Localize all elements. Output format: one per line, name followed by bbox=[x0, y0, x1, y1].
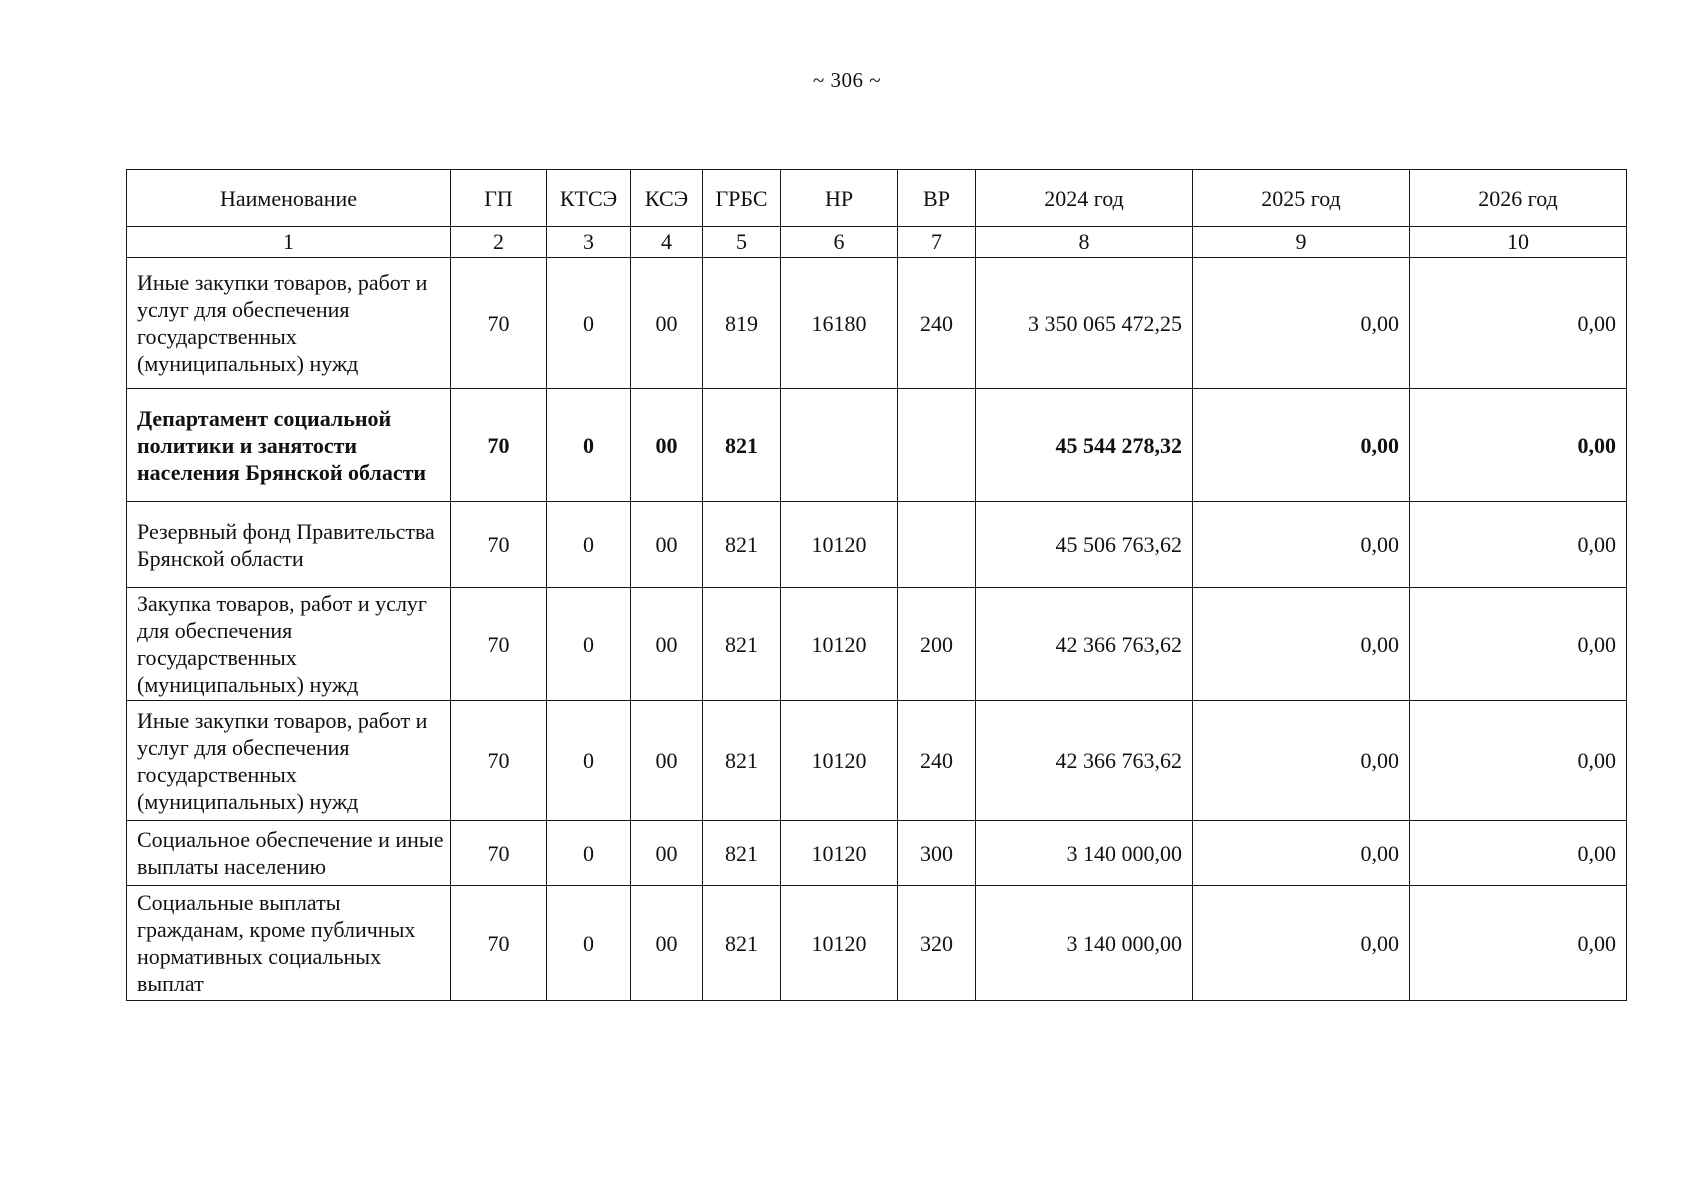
nr-cell bbox=[781, 389, 898, 502]
kse-cell: 00 bbox=[631, 258, 703, 389]
ktse-cell: 0 bbox=[547, 886, 631, 1001]
grbs-cell: 821 bbox=[703, 701, 781, 821]
col-header-gp: ГП bbox=[451, 170, 547, 227]
col-header-2025: 2025 год bbox=[1193, 170, 1410, 227]
amount-2026-cell: 0,00 bbox=[1410, 701, 1627, 821]
column-number: 1 bbox=[127, 227, 451, 258]
column-number: 9 bbox=[1193, 227, 1410, 258]
table-row bbox=[127, 588, 1627, 701]
col-header-nr: НР bbox=[781, 170, 898, 227]
nr-cell: 16180 bbox=[781, 258, 898, 389]
header-row bbox=[127, 170, 1627, 227]
table-row bbox=[127, 502, 1627, 588]
row-name-cell: Департамент социальной политики и занятости населения Брянской области bbox=[127, 389, 451, 502]
nr-cell: 10120 bbox=[781, 701, 898, 821]
column-number: 5 bbox=[703, 227, 781, 258]
amount-2024-cell: 42 366 763,62 bbox=[976, 701, 1193, 821]
vr-cell: 240 bbox=[898, 701, 976, 821]
row-name-cell: Закупка товаров, работ и услуг для обеспечения государственных (муниципальных) нужд bbox=[127, 588, 451, 701]
col-header-2024: 2024 год bbox=[976, 170, 1193, 227]
col-header-name: Наименование bbox=[127, 170, 451, 227]
amount-2025-cell: 0,00 bbox=[1193, 821, 1410, 886]
nr-cell: 10120 bbox=[781, 886, 898, 1001]
table-row bbox=[127, 886, 1627, 1001]
amount-2024-cell: 3 140 000,00 bbox=[976, 886, 1193, 1001]
column-numbering-row bbox=[127, 227, 1627, 258]
row-name-cell: Иные закупки товаров, работ и услуг для обеспечения государственных (муниципальных) нужд bbox=[127, 258, 451, 389]
budget-table bbox=[126, 169, 1627, 1001]
vr-cell: 320 bbox=[898, 886, 976, 1001]
ktse-cell: 0 bbox=[547, 821, 631, 886]
amount-2024-cell: 3 140 000,00 bbox=[976, 821, 1193, 886]
table-row bbox=[127, 821, 1627, 886]
amount-2024-cell: 42 366 763,62 bbox=[976, 588, 1193, 701]
amount-2026-cell: 0,00 bbox=[1410, 258, 1627, 389]
row-name-cell: Социальное обеспечение и иные выплаты населению bbox=[127, 821, 451, 886]
amount-2025-cell: 0,00 bbox=[1193, 588, 1410, 701]
vr-cell: 200 bbox=[898, 588, 976, 701]
amount-2025-cell: 0,00 bbox=[1193, 258, 1410, 389]
amount-2026-cell: 0,00 bbox=[1410, 502, 1627, 588]
column-number: 10 bbox=[1410, 227, 1627, 258]
gp-cell: 70 bbox=[451, 701, 547, 821]
kse-cell: 00 bbox=[631, 701, 703, 821]
amount-2024-cell: 45 544 278,32 bbox=[976, 389, 1193, 502]
ktse-cell: 0 bbox=[547, 389, 631, 502]
page-number: ~ 306 ~ bbox=[812, 68, 882, 92]
amount-2024-cell: 3 350 065 472,25 bbox=[976, 258, 1193, 389]
col-header-grbs: ГРБС bbox=[703, 170, 781, 227]
kse-cell: 00 bbox=[631, 821, 703, 886]
gp-cell: 70 bbox=[451, 821, 547, 886]
kse-cell: 00 bbox=[631, 502, 703, 588]
vr-cell bbox=[898, 502, 976, 588]
amount-2026-cell: 0,00 bbox=[1410, 821, 1627, 886]
column-number: 6 bbox=[781, 227, 898, 258]
column-number: 7 bbox=[898, 227, 976, 258]
row-name-cell: Социальные выплаты гражданам, кроме публичных нормативных социальных выплат bbox=[127, 886, 451, 1001]
gp-cell: 70 bbox=[451, 886, 547, 1001]
grbs-cell: 821 bbox=[703, 886, 781, 1001]
vr-cell bbox=[898, 389, 976, 502]
col-header-vr: ВР bbox=[898, 170, 976, 227]
col-header-ktse: КТСЭ bbox=[547, 170, 631, 227]
grbs-cell: 821 bbox=[703, 502, 781, 588]
nr-cell: 10120 bbox=[781, 821, 898, 886]
col-header-2026: 2026 год bbox=[1410, 170, 1627, 227]
kse-cell: 00 bbox=[631, 886, 703, 1001]
gp-cell: 70 bbox=[451, 258, 547, 389]
table-body bbox=[127, 227, 1627, 1001]
grbs-cell: 821 bbox=[703, 389, 781, 502]
row-name-cell: Иные закупки товаров, работ и услуг для обеспечения государственных (муниципальных) нужд bbox=[127, 701, 451, 821]
grbs-cell: 821 bbox=[703, 588, 781, 701]
column-number: 2 bbox=[451, 227, 547, 258]
nr-cell: 10120 bbox=[781, 502, 898, 588]
grbs-cell: 819 bbox=[703, 258, 781, 389]
kse-cell: 00 bbox=[631, 588, 703, 701]
grbs-cell: 821 bbox=[703, 821, 781, 886]
gp-cell: 70 bbox=[451, 588, 547, 701]
ktse-cell: 0 bbox=[547, 258, 631, 389]
ktse-cell: 0 bbox=[547, 701, 631, 821]
col-header-kse: КСЭ bbox=[631, 170, 703, 227]
row-name-cell: Резервный фонд Правительства Брянской области bbox=[127, 502, 451, 588]
vr-cell: 240 bbox=[898, 258, 976, 389]
amount-2026-cell: 0,00 bbox=[1410, 886, 1627, 1001]
amount-2024-cell: 45 506 763,62 bbox=[976, 502, 1193, 588]
column-number: 4 bbox=[631, 227, 703, 258]
amount-2025-cell: 0,00 bbox=[1193, 502, 1410, 588]
amount-2026-cell: 0,00 bbox=[1410, 588, 1627, 701]
table-row bbox=[127, 389, 1627, 502]
gp-cell: 70 bbox=[451, 502, 547, 588]
column-number: 3 bbox=[547, 227, 631, 258]
nr-cell: 10120 bbox=[781, 588, 898, 701]
amount-2025-cell: 0,00 bbox=[1193, 701, 1410, 821]
ktse-cell: 0 bbox=[547, 588, 631, 701]
amount-2025-cell: 0,00 bbox=[1193, 886, 1410, 1001]
amount-2026-cell: 0,00 bbox=[1410, 389, 1627, 502]
amount-2025-cell: 0,00 bbox=[1193, 389, 1410, 502]
table-row bbox=[127, 701, 1627, 821]
vr-cell: 300 bbox=[898, 821, 976, 886]
kse-cell: 00 bbox=[631, 389, 703, 502]
gp-cell: 70 bbox=[451, 389, 547, 502]
ktse-cell: 0 bbox=[547, 502, 631, 588]
table-row bbox=[127, 258, 1627, 389]
column-number: 8 bbox=[976, 227, 1193, 258]
